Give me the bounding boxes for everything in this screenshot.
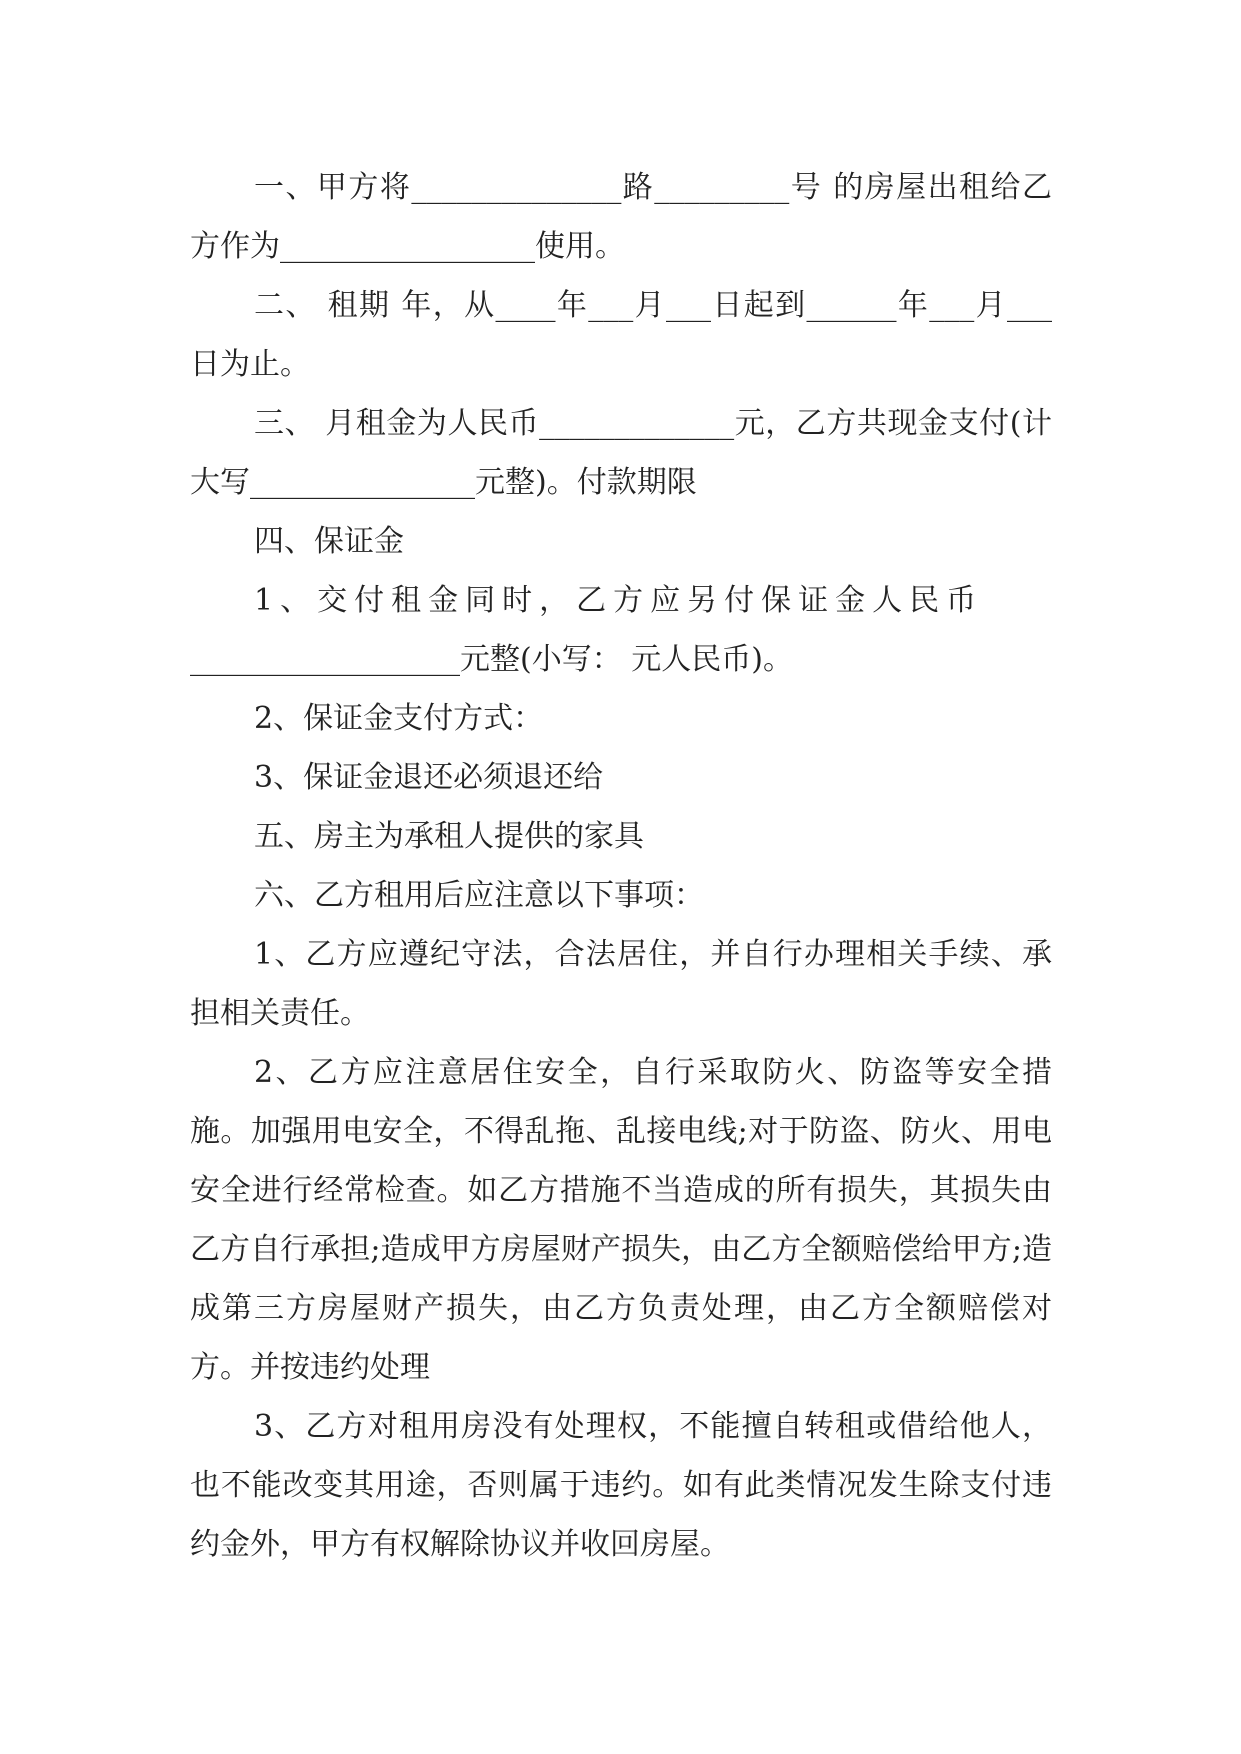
clause-5-furniture: 五、房主为承租人提供的家具 <box>254 819 644 854</box>
clause-2-term: 二、 租期 年，从____年___月___日起到______年___月___日为止。 <box>190 288 1052 382</box>
clause-4-1-deposit-amount: 1、交付租金同时，乙方应另付保证金人民币 <box>254 583 984 618</box>
clause-4-3-deposit-refund: 3、保证金退还必须退还给 <box>254 760 604 795</box>
clause-4-2-deposit-payment: 2、保证金支付方式： <box>254 701 544 736</box>
clause-6-3-sublet: 3、乙方对租用房没有处理权，不能擅自转租或借给他人，也不能改变其用途，否则属于违约。如有此类情况发生除支付违约金外，甲方有权解除协议并收回房屋。 <box>190 1409 1052 1562</box>
clause-6-1-law: 1、乙方应遵纪守法，合法居住，并自行办理相关手续、承担相关责任。 <box>190 937 1052 1031</box>
document-body <box>190 158 1052 1574</box>
clause-1-property: 一、甲方将______________路_________号 的房屋出租给乙方作为_________________使用。 <box>190 170 1052 264</box>
clause-6-heading: 六、乙方租用后应注意以下事项： <box>254 878 704 913</box>
clause-4-1-deposit-amount-continued: __________________元整(小写： 元人民币)。 <box>190 642 793 677</box>
clause-6-2-safety: 2、乙方应注意居住安全，自行采取防火、防盗等安全措施。加强用电安全，不得乱拖、乱接电线;对于防盗、防火、用电安全进行经常检查。如乙方措施不当造成的所有损失，其损失由乙方自行承担;造成甲方房屋财产损失，由乙方全额赔偿给甲方;造成第三方房屋财产损失，由乙方负责处理，由乙方全额赔偿对方。并按违约处理 <box>190 1055 1052 1385</box>
clause-4-deposit-heading: 四、保证金 <box>254 524 404 559</box>
clause-3-rent: 三、 月租金为人民币_____________元，乙方共现金支付(计大写_______________元整)。付款期限 <box>190 406 1052 500</box>
